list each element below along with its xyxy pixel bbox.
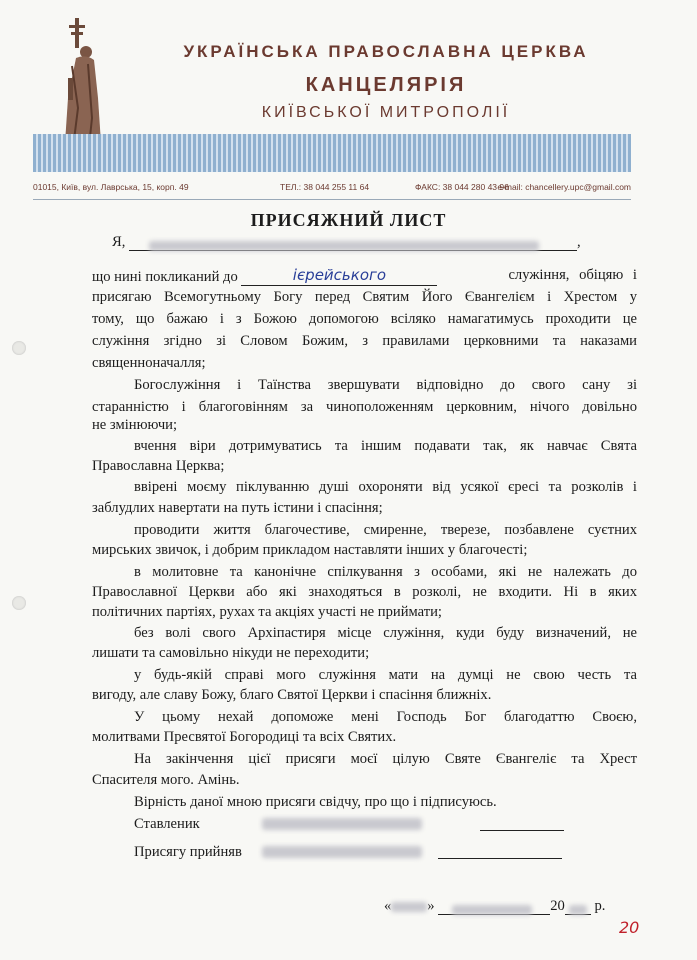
signature-accepted-label: Присягу прийняв <box>134 844 242 860</box>
punch-hole <box>12 341 26 355</box>
body-line-10: Православна Церква; <box>92 458 225 474</box>
contacts-row <box>33 182 631 196</box>
redacted-name <box>149 241 539 251</box>
contact-email: e-mail: chancellery.upc@gmail.com <box>497 182 631 192</box>
date-line <box>384 897 605 915</box>
body-line-19: лишати та самовільно нікуди не переходити; <box>92 645 370 661</box>
body-line-18: без волі свого Архіпастиря місце служіння, куди буду визначений, не <box>134 625 637 641</box>
accepter-signature-blank <box>438 844 562 859</box>
body-line-6: Богослужіння і Таїнства звершувати відповідно до свого сану зі <box>134 377 637 393</box>
header-line-church: УКРАЇНСЬКА ПРАВОСЛАВНА ЦЕРКВА <box>183 42 589 61</box>
redacted-year <box>569 905 587 915</box>
body-line-16: Православної Церкви або які знаходяться в розколі, не входити. Ні в яких <box>92 584 637 600</box>
body-line-12: заблудлих навертати на путь істини і спасіння; <box>92 500 383 516</box>
contact-fax: ФАКС: 38 044 280 43 96 <box>415 182 509 192</box>
body-line-9: вчення віри дотримуватись та іншим подавати так, як навчає Свята <box>134 438 637 454</box>
redacted-month <box>452 905 532 915</box>
body-line-1-b: служіння, обіцяю і <box>508 267 637 283</box>
body-line-4: служіння згідно зі Словом Божим, з правилами церковними та наказами <box>92 333 637 349</box>
body-line-2: присягаю Всемогутньому Богу перед Святим Його Євангелієм і Хрестом у <box>92 289 637 305</box>
date-year-blank <box>565 900 591 915</box>
candidate-signature-blank <box>480 816 564 831</box>
handwritten-page-number: 20 <box>619 918 640 937</box>
date-open-quote: « <box>384 898 392 914</box>
body-line-11: ввірені моєму піклуванню душі охороняти від усякої єресі та розколів і <box>134 479 637 495</box>
body-line-25: Спасителя мого. Амінь. <box>92 772 240 788</box>
date-year-prefix: 20 <box>550 898 565 914</box>
header-line-metropolis: КИЇВСЬКОЇ МИТРОПОЛІЇ <box>261 104 511 121</box>
body-line-15: в молитовне та канонічне спілкування з особами, які не належать до <box>134 564 637 580</box>
document-title: ПРИСЯЖНИЙ ЛИСТ <box>250 210 447 230</box>
date-close-quote: » <box>427 898 435 914</box>
body-line-21: вигоду, але славу Божу, благо Святої Церкви і спасіння ближніх. <box>92 687 492 703</box>
intro-start: Я, <box>112 234 126 250</box>
punch-hole <box>12 596 26 610</box>
body-line-14: мирських звичок, і добрим прикладом наставляти інших у благочесті; <box>92 542 528 558</box>
intro-end: , <box>577 234 581 250</box>
redacted-accepter-name <box>262 846 422 858</box>
date-month-blank <box>438 900 550 915</box>
redacted-candidate-name <box>262 818 422 830</box>
body-line-3: тому, що бажаю і з Божою допомогою всіляко намагатимусь проходити це <box>92 311 637 327</box>
contact-tel: ТЕЛ.: 38 044 255 11 64 <box>280 182 370 192</box>
name-blank <box>129 236 577 251</box>
intro-line <box>112 233 581 251</box>
rank-blank <box>241 266 437 286</box>
body-line-7: старанністю і благоговінням за чиноположенням церковним, нічого довільно <box>92 399 637 415</box>
header-stripe-band <box>33 134 631 172</box>
body-line-23: молитвами Пресвятої Богородиці та всіх Святих. <box>92 729 397 745</box>
body-line-5: священноначалля; <box>92 355 206 371</box>
handwritten-rank: ієрейського <box>292 266 387 284</box>
body-line-24: На закінчення цієї присяги моєї цілую Святе Євангеліє та Хрест <box>134 751 637 767</box>
redacted-day <box>391 902 427 912</box>
body-line-20: у будь-якій справі мого служіння мати на думці не свою честь та <box>134 667 637 683</box>
signature-candidate-label: Ставленик <box>134 816 200 832</box>
body-line-22: У цьому нехай допоможе мені Господь Бог благодаттю Своєю, <box>134 709 637 725</box>
body-line-26: Вірність даної мною присяги свідчу, про що і підписуюсь. <box>134 794 497 810</box>
header-line-chancellery: КАНЦЕЛЯРІЯ <box>305 74 467 96</box>
date-suffix: р. <box>594 898 606 914</box>
body-line-1 <box>92 266 637 286</box>
header-divider <box>33 199 631 200</box>
body-line-1-a: що нині покликаний до <box>92 269 238 285</box>
body-line-8: не змінюючи; <box>92 417 178 433</box>
contact-address: 01015, Київ, вул. Лаврська, 15, корп. 49 <box>33 182 189 192</box>
body-line-17: політичних партіях, рухах та акціях участі не приймати; <box>92 604 442 620</box>
body-line-13: проводити життя благочестиве, смиренне, тверезе, позбавлене суєтних <box>134 522 637 538</box>
